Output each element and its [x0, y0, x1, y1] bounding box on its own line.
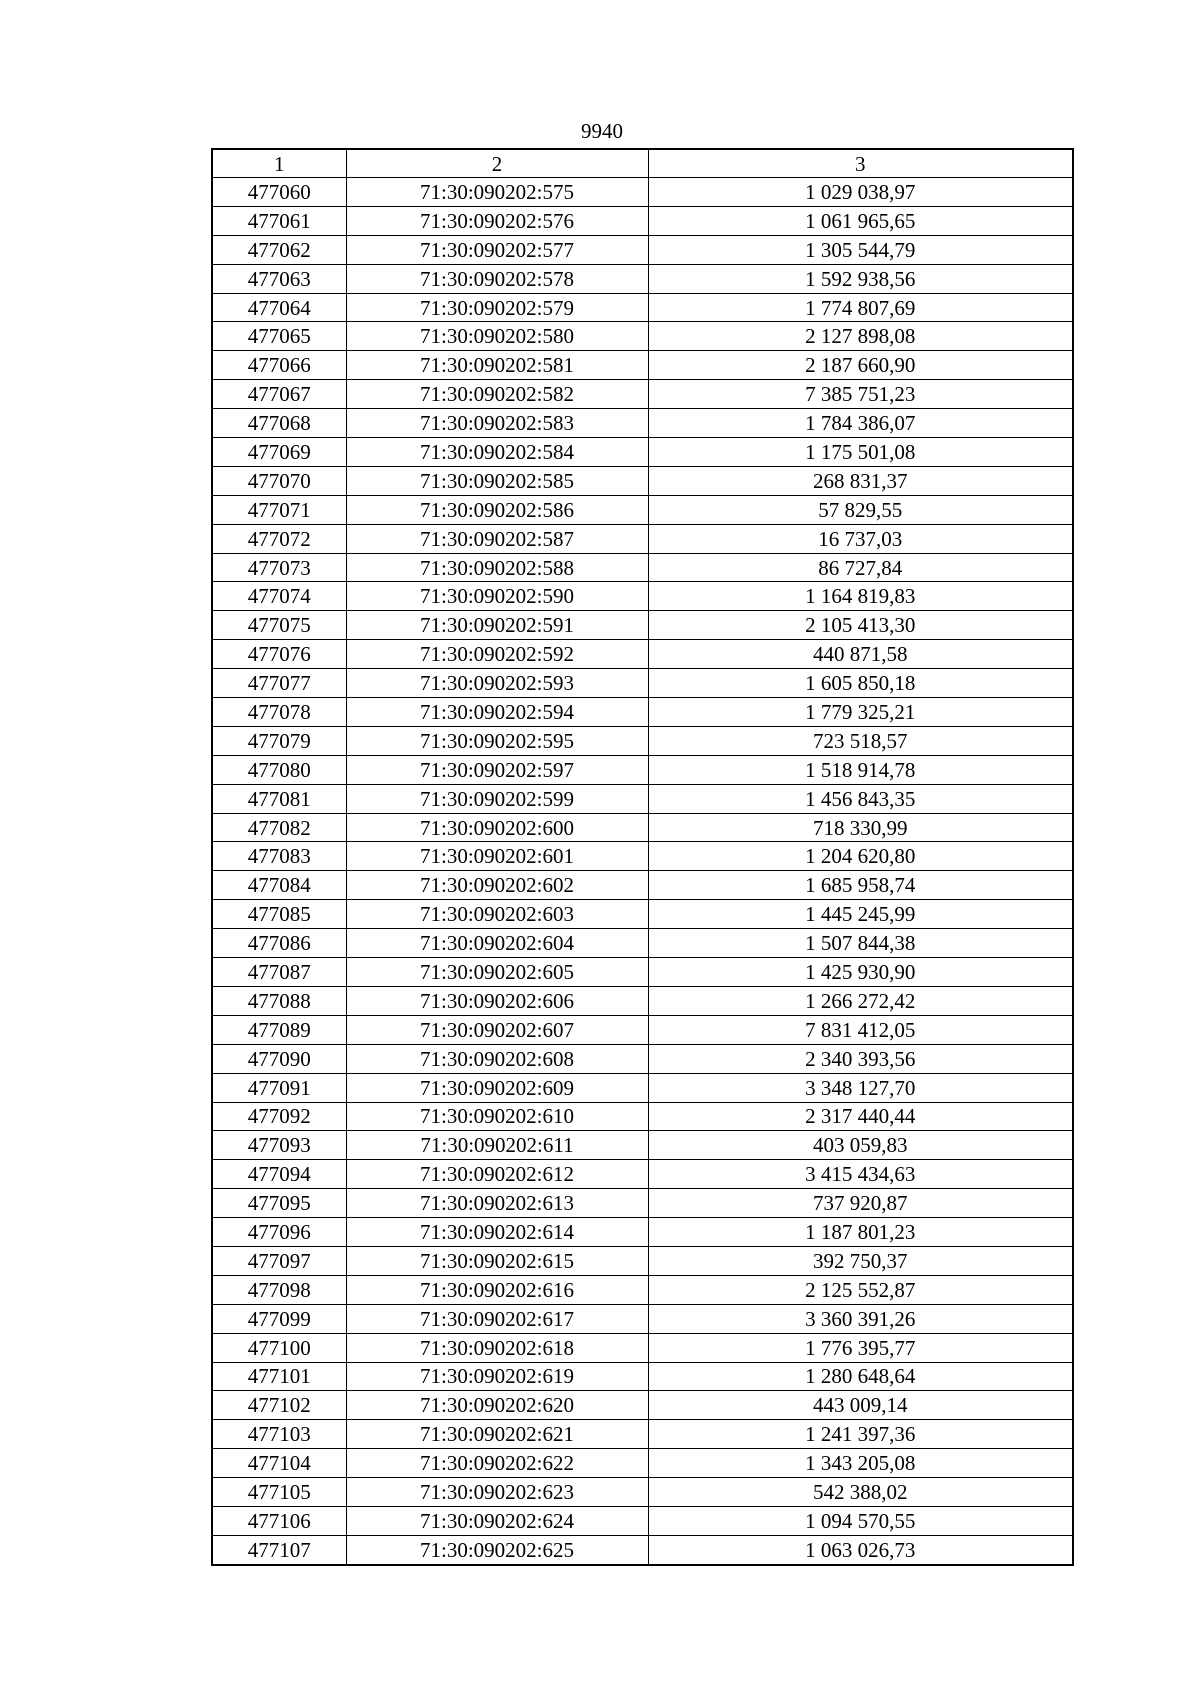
- cell-row-number: 477097: [212, 1246, 346, 1275]
- cell-cadastral-number: 71:30:090202:583: [346, 409, 648, 438]
- cell-cadastral-value: 723 518,57: [648, 726, 1073, 755]
- cell-row-number: 477091: [212, 1073, 346, 1102]
- cell-row-number: 477084: [212, 871, 346, 900]
- cell-row-number: 477061: [212, 206, 346, 235]
- table-row: [212, 466, 1073, 495]
- cell-cadastral-value: 403 059,83: [648, 1131, 1073, 1160]
- cell-cadastral-number: 71:30:090202:600: [346, 813, 648, 842]
- table-row: [212, 351, 1073, 380]
- cell-cadastral-value: 1 266 272,42: [648, 986, 1073, 1015]
- cell-row-number: 477067: [212, 380, 346, 409]
- cell-cadastral-number: 71:30:090202:575: [346, 178, 648, 207]
- table-row: [212, 1160, 1073, 1189]
- cell-cadastral-value: 2 127 898,08: [648, 322, 1073, 351]
- cell-row-number: 477099: [212, 1304, 346, 1333]
- table-row: [212, 264, 1073, 293]
- cell-cadastral-number: 71:30:090202:592: [346, 640, 648, 669]
- cell-row-number: 477088: [212, 986, 346, 1015]
- page-number: 9940: [581, 119, 623, 143]
- cell-cadastral-number: 71:30:090202:576: [346, 206, 648, 235]
- table-row: [212, 611, 1073, 640]
- cell-cadastral-number: 71:30:090202:594: [346, 698, 648, 727]
- cell-cadastral-value: 1 175 501,08: [648, 438, 1073, 467]
- cell-cadastral-number: 71:30:090202:624: [346, 1506, 648, 1535]
- cell-row-number: 477087: [212, 958, 346, 987]
- table-row: [212, 1275, 1073, 1304]
- cell-row-number: 477076: [212, 640, 346, 669]
- cell-row-number: 477086: [212, 929, 346, 958]
- cell-cadastral-value: 57 829,55: [648, 495, 1073, 524]
- cell-cadastral-value: 542 388,02: [648, 1478, 1073, 1507]
- cell-cadastral-value: 1 445 245,99: [648, 900, 1073, 929]
- table-row: [212, 206, 1073, 235]
- cell-cadastral-number: 71:30:090202:608: [346, 1044, 648, 1073]
- cell-cadastral-number: 71:30:090202:618: [346, 1333, 648, 1362]
- table-row: [212, 1304, 1073, 1333]
- cell-row-number: 477064: [212, 293, 346, 322]
- cell-cadastral-value: 2 317 440,44: [648, 1102, 1073, 1131]
- cell-row-number: 477060: [212, 178, 346, 207]
- cell-cadastral-value: 1 605 850,18: [648, 669, 1073, 698]
- cell-cadastral-value: 86 727,84: [648, 553, 1073, 582]
- cell-cadastral-number: 71:30:090202:613: [346, 1189, 648, 1218]
- cell-cadastral-number: 71:30:090202:579: [346, 293, 648, 322]
- table-row: [212, 438, 1073, 467]
- column-header-value: 3: [648, 149, 1073, 178]
- table-row: [212, 842, 1073, 871]
- cell-cadastral-number: 71:30:090202:623: [346, 1478, 648, 1507]
- cell-cadastral-number: 71:30:090202:593: [346, 669, 648, 698]
- cell-cadastral-number: 71:30:090202:577: [346, 235, 648, 264]
- table-header-row: [212, 149, 1073, 178]
- table-row: [212, 178, 1073, 207]
- cell-cadastral-number: 71:30:090202:611: [346, 1131, 648, 1160]
- cell-cadastral-value: 1 685 958,74: [648, 871, 1073, 900]
- table-row: [212, 900, 1073, 929]
- cell-cadastral-value: 1 343 205,08: [648, 1449, 1073, 1478]
- table-row: [212, 1535, 1073, 1564]
- table-row: [212, 1449, 1073, 1478]
- cell-cadastral-number: 71:30:090202:581: [346, 351, 648, 380]
- cell-cadastral-number: 71:30:090202:587: [346, 524, 648, 553]
- cell-cadastral-value: 3 360 391,26: [648, 1304, 1073, 1333]
- cell-row-number: 477075: [212, 611, 346, 640]
- table-row: [212, 409, 1073, 438]
- cell-row-number: 477105: [212, 1478, 346, 1507]
- cell-row-number: 477083: [212, 842, 346, 871]
- cell-cadastral-value: 718 330,99: [648, 813, 1073, 842]
- cell-cadastral-value: 1 507 844,38: [648, 929, 1073, 958]
- cell-row-number: 477103: [212, 1420, 346, 1449]
- table-row: [212, 1362, 1073, 1391]
- cell-cadastral-number: 71:30:090202:591: [346, 611, 648, 640]
- cell-cadastral-value: 1 425 930,90: [648, 958, 1073, 987]
- cell-cadastral-number: 71:30:090202:597: [346, 755, 648, 784]
- table-row: [212, 755, 1073, 784]
- cell-cadastral-value: 1 204 620,80: [648, 842, 1073, 871]
- cell-cadastral-number: 71:30:090202:616: [346, 1275, 648, 1304]
- table-row: [212, 929, 1073, 958]
- cell-row-number: 477070: [212, 466, 346, 495]
- cell-cadastral-value: 1 241 397,36: [648, 1420, 1073, 1449]
- cell-cadastral-number: 71:30:090202:599: [346, 784, 648, 813]
- cell-row-number: 477063: [212, 264, 346, 293]
- cell-cadastral-value: 1 518 914,78: [648, 755, 1073, 784]
- table-row: [212, 553, 1073, 582]
- cell-cadastral-value: 440 871,58: [648, 640, 1073, 669]
- cadastral-value-table: [211, 148, 1074, 1566]
- table-row: [212, 1131, 1073, 1160]
- cell-row-number: 477080: [212, 755, 346, 784]
- table-row: [212, 1044, 1073, 1073]
- cell-row-number: 477089: [212, 1015, 346, 1044]
- cell-cadastral-number: 71:30:090202:609: [346, 1073, 648, 1102]
- cell-row-number: 477100: [212, 1333, 346, 1362]
- cell-cadastral-value: 1 779 325,21: [648, 698, 1073, 727]
- cell-cadastral-value: 392 750,37: [648, 1246, 1073, 1275]
- cell-cadastral-value: 1 280 648,64: [648, 1362, 1073, 1391]
- table-row: [212, 1015, 1073, 1044]
- cell-cadastral-value: 1 784 386,07: [648, 409, 1073, 438]
- cell-cadastral-value: 268 831,37: [648, 466, 1073, 495]
- cell-cadastral-value: 3 348 127,70: [648, 1073, 1073, 1102]
- cell-cadastral-number: 71:30:090202:584: [346, 438, 648, 467]
- cell-cadastral-number: 71:30:090202:603: [346, 900, 648, 929]
- table-body: [212, 178, 1073, 1565]
- cell-row-number: 477092: [212, 1102, 346, 1131]
- cell-cadastral-number: 71:30:090202:578: [346, 264, 648, 293]
- cell-cadastral-value: 1 094 570,55: [648, 1506, 1073, 1535]
- cell-row-number: 477106: [212, 1506, 346, 1535]
- cell-cadastral-number: 71:30:090202:621: [346, 1420, 648, 1449]
- cell-cadastral-number: 71:30:090202:601: [346, 842, 648, 871]
- cell-cadastral-value: 1 029 038,97: [648, 178, 1073, 207]
- table-row: [212, 669, 1073, 698]
- cell-cadastral-number: 71:30:090202:619: [346, 1362, 648, 1391]
- cell-cadastral-number: 71:30:090202:622: [346, 1449, 648, 1478]
- table-row: [212, 322, 1073, 351]
- cell-cadastral-value: 1 063 026,73: [648, 1535, 1073, 1564]
- table-row: [212, 784, 1073, 813]
- cell-cadastral-value: 2 105 413,30: [648, 611, 1073, 640]
- cell-cadastral-value: 1 592 938,56: [648, 264, 1073, 293]
- table-row: [212, 293, 1073, 322]
- cell-cadastral-number: 71:30:090202:590: [346, 582, 648, 611]
- table-row: [212, 380, 1073, 409]
- cell-row-number: 477066: [212, 351, 346, 380]
- cell-row-number: 477062: [212, 235, 346, 264]
- table-row: [212, 1333, 1073, 1362]
- cell-cadastral-number: 71:30:090202:588: [346, 553, 648, 582]
- cell-row-number: 477096: [212, 1218, 346, 1247]
- cell-row-number: 477069: [212, 438, 346, 467]
- cell-cadastral-value: 443 009,14: [648, 1391, 1073, 1420]
- cell-row-number: 477071: [212, 495, 346, 524]
- cell-row-number: 477074: [212, 582, 346, 611]
- table-row: [212, 871, 1073, 900]
- cell-cadastral-value: 7 385 751,23: [648, 380, 1073, 409]
- cell-cadastral-number: 71:30:090202:612: [346, 1160, 648, 1189]
- table-row: [212, 582, 1073, 611]
- cell-row-number: 477094: [212, 1160, 346, 1189]
- cell-cadastral-value: 1 164 819,83: [648, 582, 1073, 611]
- cell-cadastral-value: 2 340 393,56: [648, 1044, 1073, 1073]
- cell-cadastral-number: 71:30:090202:602: [346, 871, 648, 900]
- cell-cadastral-number: 71:30:090202:620: [346, 1391, 648, 1420]
- table-row: [212, 495, 1073, 524]
- cell-row-number: 477065: [212, 322, 346, 351]
- column-header-number: 1: [212, 149, 346, 178]
- cell-row-number: 477101: [212, 1362, 346, 1391]
- cell-row-number: 477068: [212, 409, 346, 438]
- cell-cadastral-number: 71:30:090202:595: [346, 726, 648, 755]
- table-row: [212, 235, 1073, 264]
- cell-row-number: 477077: [212, 669, 346, 698]
- table-row: [212, 1189, 1073, 1218]
- cell-cadastral-value: 1 187 801,23: [648, 1218, 1073, 1247]
- cell-cadastral-value: 2 187 660,90: [648, 351, 1073, 380]
- cell-row-number: 477072: [212, 524, 346, 553]
- cell-cadastral-value: 16 737,03: [648, 524, 1073, 553]
- cell-cadastral-value: 7 831 412,05: [648, 1015, 1073, 1044]
- cell-cadastral-number: 71:30:090202:582: [346, 380, 648, 409]
- cell-cadastral-number: 71:30:090202:580: [346, 322, 648, 351]
- cell-cadastral-number: 71:30:090202:615: [346, 1246, 648, 1275]
- table-row: [212, 1506, 1073, 1535]
- table-row: [212, 813, 1073, 842]
- cell-row-number: 477090: [212, 1044, 346, 1073]
- table-row: [212, 1391, 1073, 1420]
- cell-row-number: 477095: [212, 1189, 346, 1218]
- table-row: [212, 1420, 1073, 1449]
- column-header-cadastral-number: 2: [346, 149, 648, 178]
- cell-cadastral-value: 2 125 552,87: [648, 1275, 1073, 1304]
- cell-cadastral-value: 737 920,87: [648, 1189, 1073, 1218]
- cell-cadastral-number: 71:30:090202:585: [346, 466, 648, 495]
- table-row: [212, 986, 1073, 1015]
- table-row: [212, 1246, 1073, 1275]
- cell-cadastral-number: 71:30:090202:604: [346, 929, 648, 958]
- table-row: [212, 1478, 1073, 1507]
- table-row: [212, 958, 1073, 987]
- cell-cadastral-value: 1 305 544,79: [648, 235, 1073, 264]
- cell-row-number: 477082: [212, 813, 346, 842]
- cell-cadastral-value: 1 456 843,35: [648, 784, 1073, 813]
- cell-row-number: 477085: [212, 900, 346, 929]
- cell-cadastral-number: 71:30:090202:606: [346, 986, 648, 1015]
- cell-cadastral-number: 71:30:090202:607: [346, 1015, 648, 1044]
- cell-cadastral-value: 3 415 434,63: [648, 1160, 1073, 1189]
- cell-row-number: 477098: [212, 1275, 346, 1304]
- cell-row-number: 477079: [212, 726, 346, 755]
- table-row: [212, 1218, 1073, 1247]
- cell-cadastral-value: 1 776 395,77: [648, 1333, 1073, 1362]
- table-row: [212, 1102, 1073, 1131]
- cell-cadastral-number: 71:30:090202:586: [346, 495, 648, 524]
- cell-row-number: 477107: [212, 1535, 346, 1564]
- table-row: [212, 1073, 1073, 1102]
- cell-cadastral-value: 1 774 807,69: [648, 293, 1073, 322]
- cell-row-number: 477093: [212, 1131, 346, 1160]
- cell-row-number: 477104: [212, 1449, 346, 1478]
- cell-cadastral-number: 71:30:090202:614: [346, 1218, 648, 1247]
- cell-cadastral-number: 71:30:090202:617: [346, 1304, 648, 1333]
- table-row: [212, 524, 1073, 553]
- cell-row-number: 477081: [212, 784, 346, 813]
- cell-cadastral-number: 71:30:090202:625: [346, 1535, 648, 1564]
- table-row: [212, 698, 1073, 727]
- table-row: [212, 726, 1073, 755]
- cell-row-number: 477078: [212, 698, 346, 727]
- table-row: [212, 640, 1073, 669]
- cell-cadastral-number: 71:30:090202:610: [346, 1102, 648, 1131]
- cell-cadastral-number: 71:30:090202:605: [346, 958, 648, 987]
- cell-row-number: 477073: [212, 553, 346, 582]
- cell-cadastral-value: 1 061 965,65: [648, 206, 1073, 235]
- cell-row-number: 477102: [212, 1391, 346, 1420]
